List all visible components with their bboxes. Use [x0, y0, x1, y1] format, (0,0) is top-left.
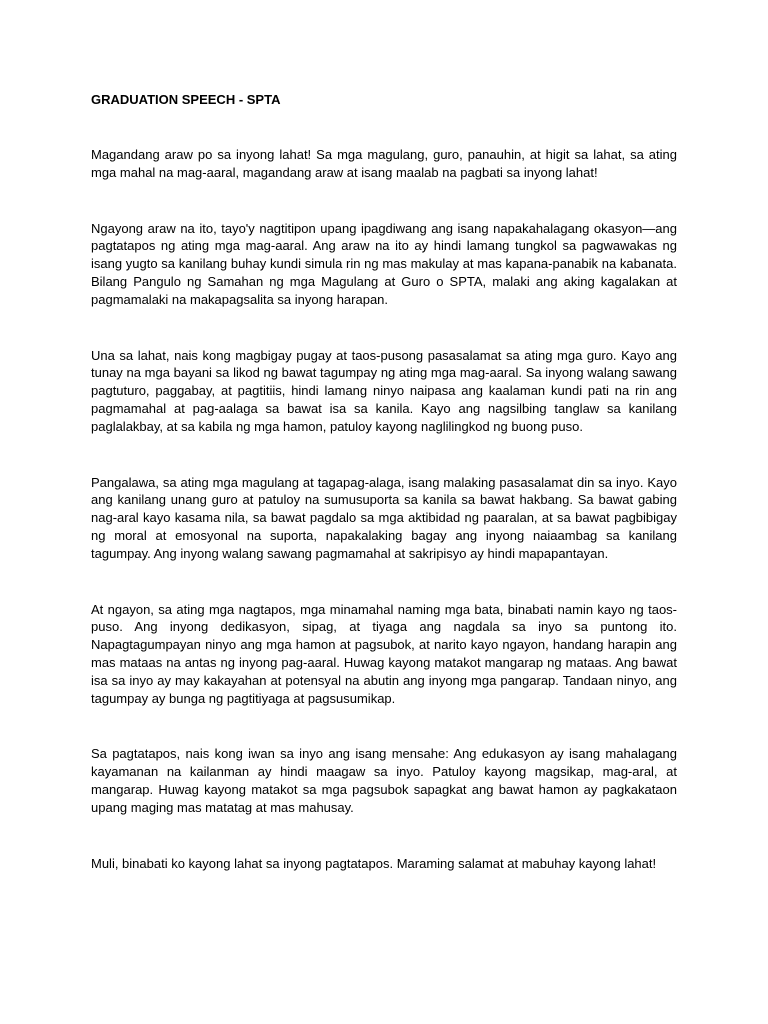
- paragraph-greeting: Magandang araw po sa inyong lahat! Sa mga magulang, guro, panauhin, at higit sa lahat, sa ating mga mahal na mag-aaral, magandang araw at isang maalab na pagbati sa inyong lahat!: [91, 147, 677, 180]
- paragraph-teachers: Una sa lahat, nais kong magbigay pugay at taos-pusong pasasalamat sa ating mga guro. Kayo ang tunay na mga bayani sa likod ng bawat tagumpay ng ating mga mag-aaral. Sa inyong walang sawang pagtuturo, paggabay, at pagtitiis, hindi lamang ninyo naipasa ang kaalaman kundi pati na rin ang pagmamahal at pag-aalaga sa bawat isa sa kanila. Kayo ang nagsilbing tanglaw sa kanilang paglalakbay, at sa kabila ng mga hamon, patuloy kayong naglilingkod ng buong puso.: [91, 347, 677, 434]
- document-title: GRADUATION SPEECH - SPTA: [91, 92, 281, 107]
- paragraph-message: Sa pagtatapos, nais kong iwan sa inyo ang isang mensahe: Ang edukasyon ay isang mahalagang kayamanan na kailanman ay hindi maagaw sa inyo. Patuloy kayong magsikap, mag-aral, at mangarap. Huwag kayong matakot sa mga pagsubok sapagkat ang bawat hamon ay pagkakataon upang maging mas matatag at mas mahusay.: [91, 746, 677, 815]
- paragraph-closing: Muli, binabati ko kayong lahat sa inyong pagtatapos. Maraming salamat at mabuhay kayong lahat!: [91, 855, 657, 871]
- paragraph-occasion: Ngayong araw na ito, tayo'y nagtitipon upang ipagdiwang ang isang napakahalagang okasyon—ang pagtatapos ng ating mga mag-aaral. Ang araw na ito ay hindi lamang tungkol sa pagwawakas ng isang yugto sa kanilang buhay kundi simula rin ng mas makulay at mas kapana-panabik na kabanata. Bilang Pangulo ng Samahan ng mga Magulang at Guro o SPTA, malaki ang aking kagalakan at pagmamalaki na makapagsalita sa inyong harapan.: [91, 220, 677, 307]
- paragraph-graduates: At ngayon, sa ating mga nagtapos, mga minamahal naming mga bata, binabati namin kayo ng taos-puso. Ang inyong dedikasyon, sipag, at tiyaga ang nagdala sa inyo sa puntong ito. Napagtagumpayan ninyo ang mga hamon at pagsubok, at narito kayo ngayon, handang harapin ang mas mataas na antas ng inyong pag-aaral. Huwag kayong matakot mangarap ng mataas. Ang bawat isa sa inyo ay may kakayahan at potensyal na abutin ang inyong mga pangarap. Tandaan ninyo, ang tagumpay ay bunga ng pagtitiyaga at pagsusumikap.: [91, 601, 677, 706]
- paragraph-parents: Pangalawa, sa ating mga magulang at tagapag-alaga, isang malaking pasasalamat din sa inyo. Kayo ang kanilang unang guro at patuloy na sumusuporta sa kanila sa bawat hakbang. Sa bawat gabing nag-aral kayo kasama nila, sa bawat pagdalo sa mga aktibidad ng paaralan, at sa bawat pagbibigay ng moral at emosyonal na suporta, napakalaking bagay ang inyong naiaambag sa kanilang tagumpay. Ang inyong walang sawang pagmamahal at sakripisyo ay hindi mapapantayan.: [91, 474, 677, 561]
